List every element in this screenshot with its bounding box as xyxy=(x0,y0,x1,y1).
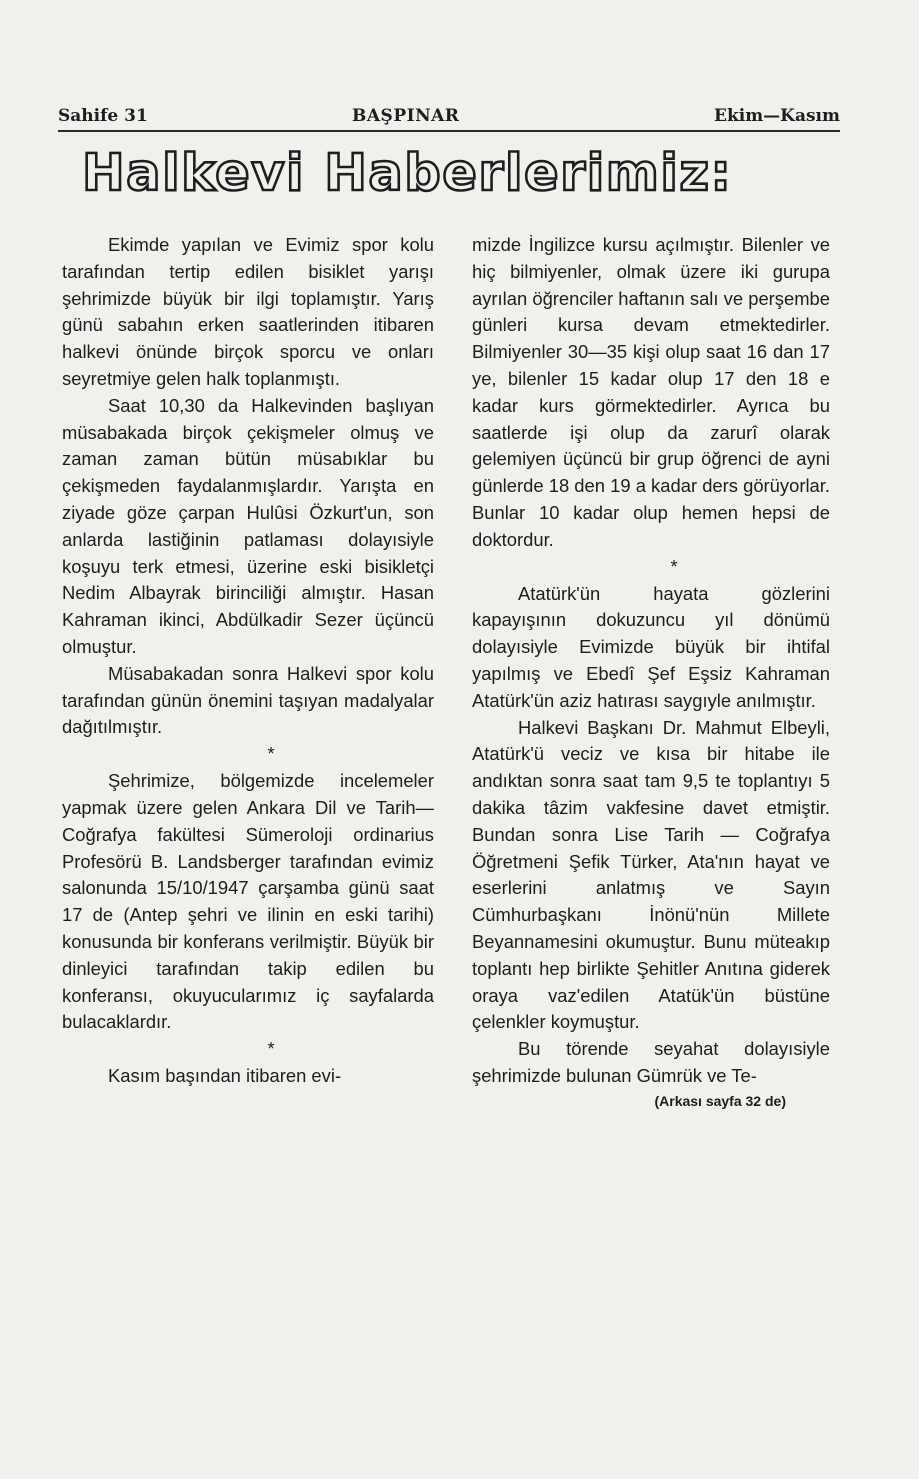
paragraph-ceremony-guests: Bu törende seyahat dolayısiyle şehrimizde bulunan Gümrük ve Te- xyxy=(472,1038,830,1086)
paragraph-ceremony: Halkevi Başkanı Dr. Mahmut Elbeyli, Atatürk'ü veciz ve kısa bir hitabe ile andıktan sonra saat tam 9,5 te toplantıyı 5 dakika tâzim vakfesine davet etmiştir. Bundan sonra Lise Tarih — Coğrafya Öğretmeni Şefik Türker, Ata'nın hayat ve eserlerini anlatmış ve Sayın Cümhurbaşkanı İnönü'nün Millete Beyannamesini okumuştur. Bunu müteakıp toplantı hep birlikte Şehitler Anıtına giderek oraya vaz'edilen Atatük'ün büstüne çelenkler koymuştur. xyxy=(472,716,830,1033)
page-header xyxy=(58,100,840,134)
right-column xyxy=(472,232,830,1112)
left-column xyxy=(62,232,434,1090)
issue-date: Ekim—Kasım xyxy=(714,106,840,126)
section-separator: * xyxy=(670,556,678,577)
continuation-note: (Arkası sayfa 32 de) xyxy=(654,1092,786,1109)
paragraph-english-course-start: Kasım başından itibaren evi- xyxy=(108,1065,342,1087)
paragraph-medals: Müsabakadan sonra Halkevi spor kolu tarafından günün önemini taşıyan madalyalar dağıtılmıştır. xyxy=(62,662,434,738)
magazine-name: BAŞPINAR xyxy=(352,106,460,126)
paragraph-race-result: Saat 10,30 da Halkevinden başlıyan müsabakada birçok çekişmeler olmuş ve zaman zaman bütün müsabıklar bu çekişmeden faydalanmışlardır. Yarışta en ziyade göze çarpan Hulûsi Özkurt'un, son anlarda lastiğinin patlaması dolayısiyle koşuyu terk etmesi, üzerine eski bisikletçi Nedim Albayrak birinciliği almıştır. Hasan Kahraman ikinci, Abdülkadir Sezer üçüncü olmuştur. xyxy=(62,394,434,657)
header-rule xyxy=(58,130,840,132)
paragraph-bicycle-race: Ekimde yapılan ve Evimiz spor kolu tarafından tertip edilen bisiklet yarışı şehrimizde büyük bir ilgi toplamıştır. Yarış günü sabahın erken saatlerinden itibaren halkevi önünde birçok sporcu ve onları seyretmiye gelen halk toplanmıştı. xyxy=(62,234,434,389)
section-separator: * xyxy=(267,744,275,765)
section-title: Halkevi Haberlerimiz: xyxy=(82,144,733,203)
page-number: Sahife 31 xyxy=(58,106,148,126)
paragraph-english-course: mizde İngilizce kursu açılmıştır. Bilenler ve hiç bilmiyenler, olmak üzere iki gurupa ayrılan öğrenciler haftanın salı ve perşembe günleri kursa devam etmektedirler. Bilmiyenler 30—35 kişi olup saat 16 dan 17 ye, bilenler 15 kadar olup 17 den 18 e kadar kurs görmektedirler. Ayrıca bu saatlerde işi olup da zarurî olarak gelemiyen üçüncü bir grup öğrenci de ayni günlerde 18 den 19 a kadar ders görüyorlar. Bunlar 10 kadar olup hemen hepsi de doktordur. xyxy=(472,234,830,550)
paragraph-ataturk-commemoration: Atatürk'ün hayata gözlerini kapayışının dokuzuncu yıl dönümü dolayısiyle Evimizde büyük bir ihtifal yapılmış ve Ebedî Şef Eşsiz Kahraman Atatürk'ün aziz hatırası saygıyle anılmıştır. xyxy=(472,582,830,711)
section-separator: * xyxy=(267,1039,275,1060)
paragraph-conference: Şehrimize, bölgemizde incelemeler yapmak üzere gelen Ankara Dil ve Tarih—Coğrafya fakültesi Sümeroloji ordinarius Profesörü B. Landsberger tarafından evimiz salonunda 15/10/1947 çarşamba günü saat 17 de (Antep şehri ve ilinin en eski tarihi) konusunda bir konferans verilmiştir. Büyük bir dinleyici tarafından takip edilen bu konferansı, okuyucularımız iç sayfalarda bulacaklardır. xyxy=(62,770,434,1033)
